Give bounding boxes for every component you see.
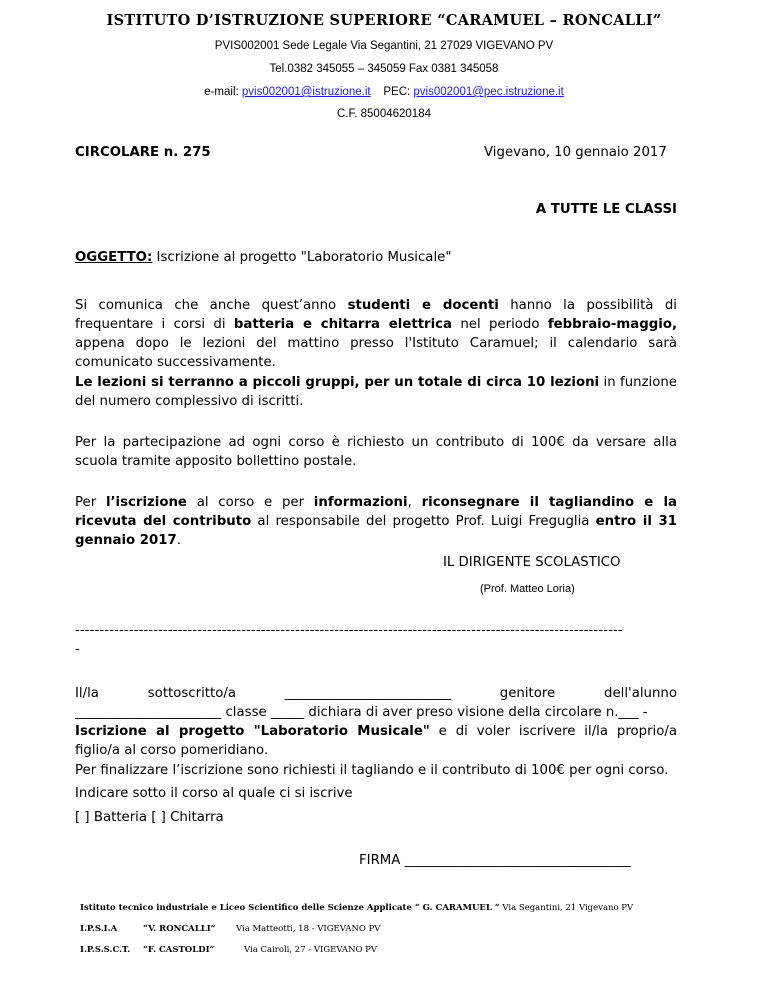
paragraph-lessons: [75, 373, 677, 411]
p4-text-5: .: [176, 533, 182, 548]
email-label: e-mail:: [204, 86, 239, 98]
form-row-1: [75, 684, 677, 703]
footer-r3-code: I.P.S.S.C.T.: [80, 945, 131, 955]
firma-line[interactable]: __________________________________: [404, 853, 631, 868]
form-project-bold: Iscrizione al progetto "Laboratorio Musicale": [75, 724, 430, 739]
principal-name: (Prof. Matteo Loria): [480, 583, 575, 595]
form-parent-name-blank[interactable]: _________________________: [284, 686, 451, 701]
p1-bold-2: batteria e chitarra elettrica: [233, 317, 453, 332]
recipients: A TUTTE LE CLASSI: [535, 202, 677, 217]
footer-line-1: [80, 903, 633, 913]
footer-r2-code: I.P.S.I.A: [80, 924, 118, 934]
p1-text-2: hanno la possibilità di frequentare i corsi di: [75, 298, 677, 332]
header-email-line: [0, 86, 768, 98]
circular-date: Vigevano, 10 gennaio 2017: [484, 145, 667, 160]
form-parent: genitore: [499, 686, 556, 701]
footer-r3-name: “F. CASTOLDI”: [143, 945, 215, 955]
form-project-text: e di voler iscrivere il/la proprio/a figlio/a al corso pomeridiano.: [75, 724, 677, 758]
form-instruction: Indicare sotto il corso al quale ci si iscrive: [75, 786, 353, 801]
course-options[interactable]: [ ] Batteria [ ] Chitarra: [75, 810, 224, 825]
fiscal-code: C.F. 85004620184: [337, 108, 431, 120]
header-phone-line: Tel.0382 345055 – 345059 Fax 0381 345058: [269, 63, 499, 75]
pec-link[interactable]: pvis002001@pec.istruzione.it: [413, 86, 564, 98]
p1-text-3: nel periodo: [452, 317, 548, 332]
email-link[interactable]: pvis002001@istruzione.it: [241, 86, 371, 98]
footer-r2-name: “V. RONCALLI”: [143, 924, 216, 934]
cut-line: ----------------------------------------------------------------------------------------------------------------: [75, 623, 623, 638]
paragraph-contribution: [75, 433, 677, 471]
pec-label: PEC:: [383, 86, 411, 98]
form-row-3: [75, 722, 677, 760]
cut-line-end: -: [75, 642, 80, 657]
form-note: Per finalizzare l’iscrizione sono richiesti il tagliando e il contributo di 100€ per ogni corso.: [75, 763, 669, 778]
circular-number: CIRCOLARE n. 275: [75, 145, 211, 160]
p4-bold-3: riconsegnare il tagliandino e la ricevuta del contributo: [75, 495, 677, 529]
p4-text-3: ,: [407, 495, 422, 510]
p2-bold-1: Le lezioni si terranno a piccoli gruppi, per un totale di circa 10 lezioni: [75, 375, 600, 390]
footer-institute: Istituto tecnico industriale e Liceo Scientifico delle Scienze Applicate “ G. CARAMUEL “: [80, 903, 500, 913]
p4-text-2: al corso e per: [186, 495, 314, 510]
signature-field: [359, 853, 631, 868]
form-student: dell'alunno: [604, 686, 677, 701]
p4-text-1: Per: [75, 495, 106, 510]
p1-text-4: appena dopo le lezioni del mattino presso l'Istituto Caramuel; il calendario sarà comunicato successivamente.: [75, 336, 677, 370]
form-il-la: Il/la: [75, 686, 99, 701]
form-undersigned: sottoscritto/a: [147, 686, 236, 701]
paragraph-registration: [75, 493, 677, 550]
footer-r2-address: Via Matteotti, 18 - VIGEVANO PV: [236, 924, 381, 934]
p4-bold-1: l’iscrizione: [105, 495, 187, 510]
paragraph-courses: [75, 296, 677, 372]
footer-institute-address: Via Segantini, 21 Vigevano PV: [499, 903, 634, 913]
principal-title: IL DIRIGENTE SCOLASTICO: [443, 555, 621, 570]
firma-label: FIRMA: [359, 853, 401, 868]
p2-text-1: in funzione del numero complessivo di iscritti.: [75, 375, 677, 409]
form-row-2: ______________________ classe _____ dichiara di aver preso visione della circolare n.___ -: [75, 705, 648, 720]
subject-line: [75, 250, 451, 265]
p1-bold-3: febbraio-maggio,: [547, 317, 678, 332]
p4-bold-4: entro il 31 gennaio 2017: [75, 514, 678, 548]
p4-bold-2: informazioni: [313, 495, 408, 510]
subject-label: OGGETTO:: [75, 250, 153, 265]
footer-r3-address: Via Cairoli, 27 - VIGEVANO PV: [244, 945, 378, 955]
header-address-line: PVIS002001 Sede Legale Via Segantini, 21 27029 VIGEVANO PV: [214, 40, 554, 52]
p4-text-4: al responsabile del progetto Prof. Luigi Freguglia: [251, 514, 596, 529]
p1-text-1: Si comunica che anche quest’anno: [75, 298, 348, 313]
p1-bold-1: studenti e docenti: [347, 298, 499, 313]
subject-text: Iscrizione al progetto "Laboratorio Musicale": [156, 250, 452, 265]
school-name-title: ISTITUTO D’ISTRUZIONE SUPERIORE “CARAMUEL – RONCALLI”: [106, 12, 662, 29]
p3-text-1: Per la partecipazione ad ogni corso è richiesto un contributo di 100€ da versare alla scuola tramite apposito bollettino postale.: [75, 435, 677, 469]
